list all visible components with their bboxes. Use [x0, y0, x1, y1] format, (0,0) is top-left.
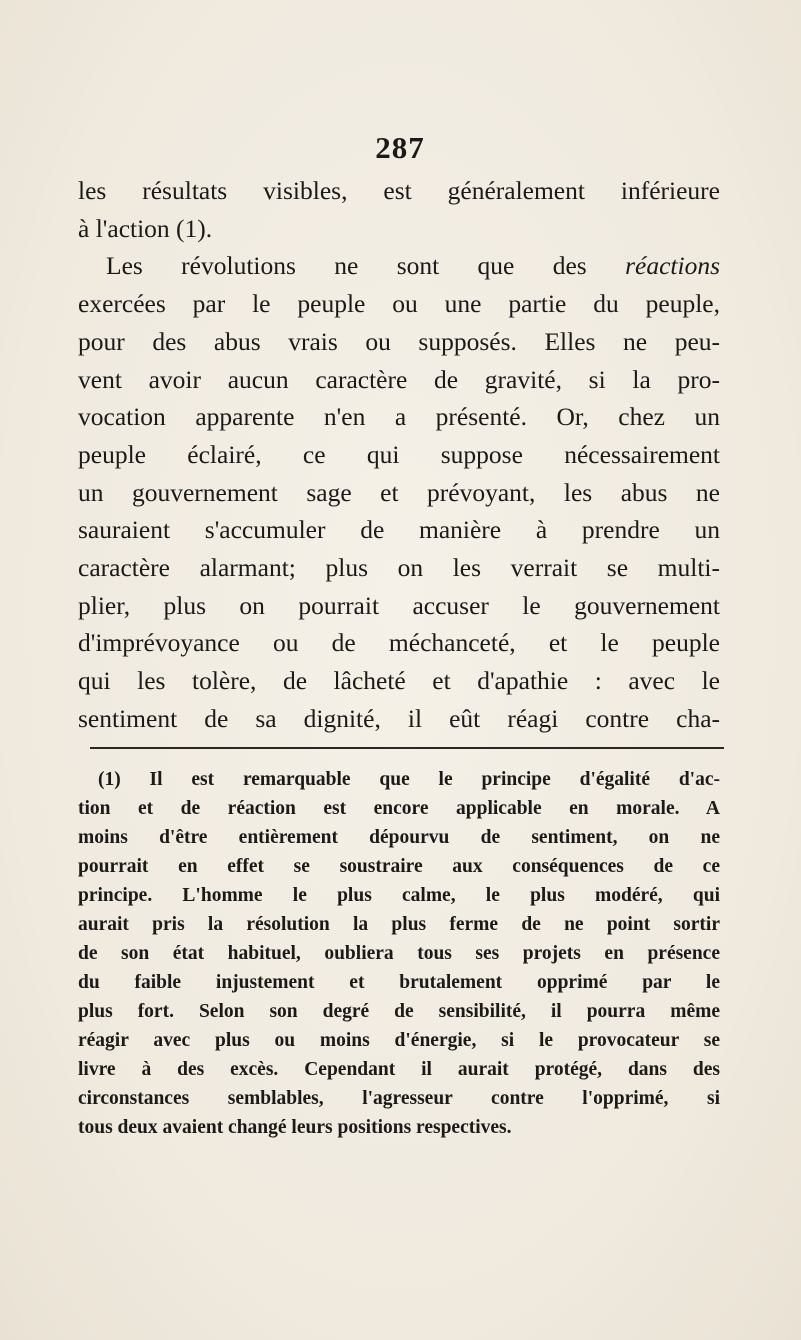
text-line: qui les tolère, de lâcheté et d'apathie : avec le — [78, 666, 720, 696]
text-line: peuple éclairé, ce qui suppose nécessairement — [78, 439, 720, 469]
footnote-line: circonstances semblables, l'agresseur contre l'opprimé, si — [78, 1088, 720, 1109]
text-line: d'imprévoyance ou de méchanceté, et le peuple — [78, 628, 720, 658]
text-line: plier, plus on pourrait accuser le gouvernement — [78, 590, 720, 620]
italic-word: réactions — [625, 251, 720, 281]
text-line: un gouvernement sage et prévoyant, les abus ne — [78, 477, 720, 507]
text-segment: Les révolutions ne sont que des — [106, 251, 626, 281]
text-line: à l'action (1). — [78, 213, 213, 243]
text-line: sauraient s'accumuler de manière à prendre un — [78, 515, 720, 545]
text-line: caractère alarmant; plus on les verrait se multi- — [78, 553, 720, 583]
text-line: exercées par le peuple ou une partie du peuple, — [78, 289, 720, 319]
footnote-line: tous deux avaient changé leurs positions respectives. — [78, 1117, 512, 1138]
footnote-line: pourrait en effet se soustraire aux conséquences de ce — [78, 856, 720, 877]
text-line: vent avoir aucun caractère de gravité, si la pro- — [78, 364, 720, 394]
footnote-line: (1) Il est remarquable que le principe d'égalité d'ac- — [98, 769, 720, 790]
footnote-line: plus fort. Selon son degré de sensibilité, il pourra même — [78, 1001, 720, 1022]
footnote-rule — [90, 747, 724, 749]
footnote-line: de son état habituel, oubliera tous ses projets en présence — [78, 943, 720, 964]
footnote-line: du faible injustement et brutalement opprimé par le — [78, 972, 720, 993]
footnote-line: tion et de réaction est encore applicable en morale. A — [78, 798, 720, 819]
footnote — [78, 765, 720, 1142]
footnote-line: réagir avec plus ou moins d'énergie, si le provocateur se — [78, 1030, 720, 1051]
footnote-line: principe. L'homme le plus calme, le plus modéré, qui — [78, 885, 720, 906]
text-line: sentiment de sa dignité, il eût réagi contre cha- — [78, 703, 720, 733]
main-text — [78, 172, 720, 738]
text-line — [78, 247, 720, 285]
page-number: 287 — [375, 130, 425, 165]
footnote-line: livre à des excès. Cependant il aurait protégé, dans des — [78, 1059, 720, 1080]
text-line: vocation apparente n'en a présenté. Or, chez un — [78, 402, 720, 432]
text-line: pour des abus vrais ou supposés. Elles ne peu- — [78, 326, 720, 356]
text-line: les résultats visibles, est généralement inférieure — [78, 176, 720, 205]
footnote-line: aurait pris la résolution la plus ferme de ne point sortir — [78, 914, 720, 935]
footnote-line: moins d'être entièrement dépourvu de sentiment, on ne — [78, 827, 720, 848]
